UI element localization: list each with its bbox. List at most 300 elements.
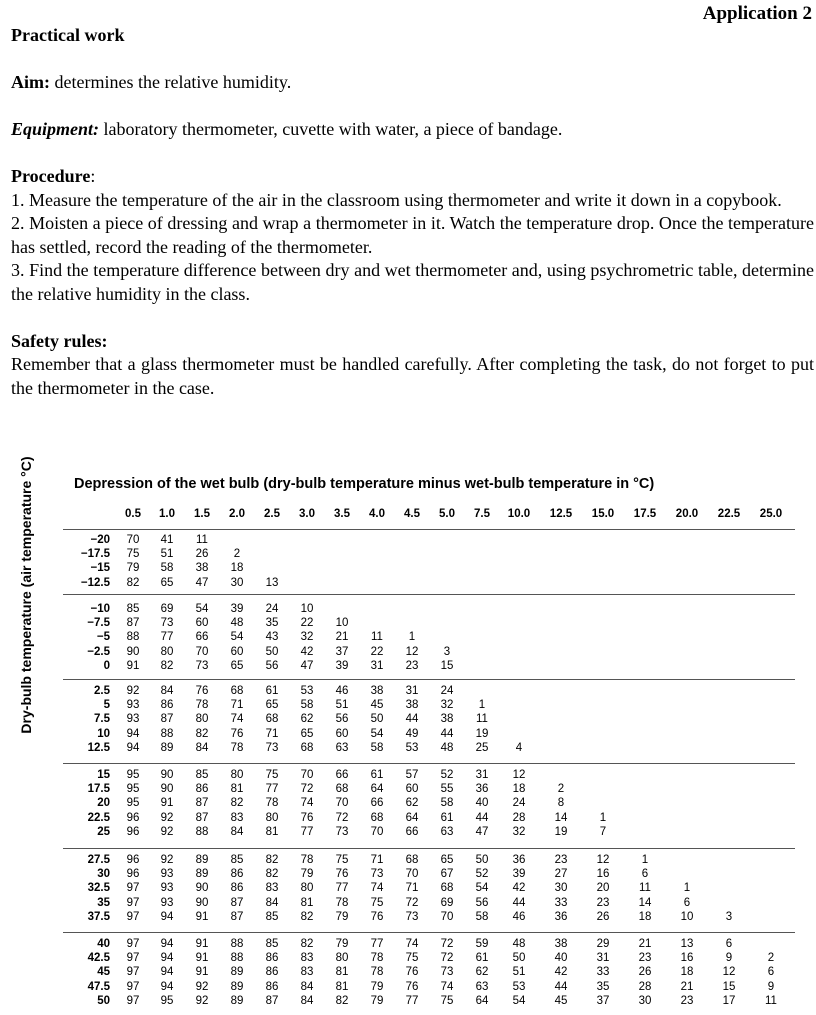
procedure-step: 1. Measure the temperature of the air in the classroom using thermometer and write it down in a copybook. [11, 189, 782, 210]
humidity-cell: 33 [596, 966, 610, 979]
procedure-step: 2. Moisten a piece of dressing and wrap a thermometer in it. Watch the temperature drop. Once the temperature has settled, record the reading of the thermometer. [11, 213, 814, 257]
group-divider [63, 529, 795, 530]
humidity-cell: 64 [405, 811, 419, 824]
humidity-cell: 56 [265, 659, 279, 672]
humidity-cell: 54 [475, 882, 489, 895]
humidity-cell: 50 [265, 645, 279, 658]
column-header: 20.0 [675, 508, 699, 520]
humidity-cell: 46 [512, 910, 526, 923]
humidity-cell: 7 [599, 825, 607, 838]
equipment-paragraph [11, 118, 814, 142]
row-temperature-label: −7.5 [87, 617, 110, 630]
humidity-cell: 32 [300, 631, 314, 644]
humidity-cell: 17 [722, 994, 736, 1007]
row-temperature-label: 7.5 [94, 713, 110, 726]
humidity-cell: 51 [335, 699, 349, 712]
humidity-cell: 26 [638, 966, 652, 979]
humidity-cell: 84 [230, 825, 244, 838]
humidity-cell: 14 [638, 896, 652, 909]
group-divider [63, 594, 795, 595]
humidity-cell: 97 [126, 994, 140, 1007]
humidity-cell: 73 [195, 659, 209, 672]
humidity-cell: 75 [405, 952, 419, 965]
humidity-cell: 42 [554, 966, 568, 979]
procedure-step: 3. Find the temperature difference between dry and wet thermometer and, using psychrometric table, determine the relative humidity in the class. [11, 260, 814, 304]
page-title: Practical work [11, 25, 125, 45]
row-temperature-label: 42.5 [87, 952, 110, 965]
humidity-cell: 44 [475, 811, 489, 824]
humidity-cell: 56 [475, 896, 489, 909]
humidity-cell: 51 [160, 548, 174, 561]
humidity-cell: 37 [596, 994, 610, 1007]
humidity-cell: 89 [195, 868, 209, 881]
humidity-cell: 85 [126, 603, 140, 615]
humidity-cell: 77 [335, 882, 349, 895]
humidity-cell: 1 [408, 631, 416, 644]
humidity-cell: 25 [475, 741, 489, 754]
humidity-cell: 94 [160, 910, 174, 923]
humidity-cell: 59 [475, 938, 489, 950]
humidity-cell: 84 [300, 994, 314, 1007]
humidity-cell: 23 [638, 952, 652, 965]
humidity-cell: 85 [195, 769, 209, 781]
humidity-cell: 79 [335, 910, 349, 923]
humidity-cell: 32 [512, 825, 526, 838]
humidity-cell: 47 [300, 659, 314, 672]
equipment-text: laboratory thermometer, cuvette with water, a piece of bandage. [99, 119, 563, 139]
humidity-cell: 62 [300, 713, 314, 726]
humidity-cell: 55 [440, 783, 454, 796]
humidity-cell: 21 [680, 980, 694, 993]
humidity-cell: 40 [475, 797, 489, 810]
humidity-cell: 6 [725, 938, 733, 950]
humidity-cell: 82 [160, 659, 174, 672]
humidity-cell: 2 [767, 952, 775, 965]
humidity-cell: 83 [265, 882, 279, 895]
humidity-cell: 47 [195, 576, 209, 589]
humidity-cell: 12 [405, 645, 419, 658]
humidity-cell: 80 [230, 769, 244, 781]
humidity-cell: 22 [370, 645, 384, 658]
humidity-cell: 95 [126, 769, 140, 781]
humidity-cell: 23 [405, 659, 419, 672]
humidity-cell: 68 [440, 882, 454, 895]
humidity-cell: 62 [475, 966, 489, 979]
humidity-cell: 82 [265, 854, 279, 866]
humidity-cell: 62 [405, 797, 419, 810]
humidity-cell: 68 [405, 854, 419, 866]
humidity-cell: 83 [300, 952, 314, 965]
safety-text: Remember that a glass thermometer must be handled carefully. After completing the task, do not forget to put the thermometer in the case. [11, 354, 814, 398]
column-header: 15.0 [591, 508, 615, 520]
humidity-cell: 44 [440, 727, 454, 740]
humidity-cell: 1 [641, 854, 649, 866]
row-temperature-label: 5 [103, 699, 110, 712]
column-header: 25.0 [759, 508, 783, 520]
humidity-cell: 75 [126, 548, 140, 561]
row-temperature-label: 10 [97, 727, 110, 740]
humidity-cell: 36 [512, 854, 526, 866]
humidity-cell: 79 [335, 938, 349, 950]
humidity-cell: 82 [126, 576, 140, 589]
humidity-cell: 77 [265, 783, 279, 796]
humidity-cell: 44 [512, 896, 526, 909]
psychrometric-table [0, 470, 816, 1015]
humidity-cell: 88 [230, 952, 244, 965]
humidity-cell: 16 [596, 868, 610, 881]
humidity-cell: 85 [230, 854, 244, 866]
humidity-cell: 71 [230, 699, 244, 712]
humidity-cell: 74 [440, 980, 454, 993]
humidity-cell: 77 [370, 938, 384, 950]
humidity-cell: 50 [370, 713, 384, 726]
column-header: 3.0 [299, 508, 315, 520]
humidity-cell: 73 [405, 910, 419, 923]
humidity-cell: 77 [160, 631, 174, 644]
humidity-cell: 66 [370, 797, 384, 810]
humidity-cell: 16 [680, 952, 694, 965]
humidity-cell: 61 [370, 769, 384, 781]
humidity-cell: 87 [195, 811, 209, 824]
humidity-cell: 31 [405, 685, 419, 697]
humidity-cell: 78 [370, 952, 384, 965]
humidity-cell: 64 [370, 783, 384, 796]
humidity-cell: 70 [126, 534, 140, 546]
humidity-cell: 88 [160, 727, 174, 740]
row-temperature-label: 37.5 [87, 910, 110, 923]
humidity-cell: 86 [265, 952, 279, 965]
humidity-cell: 95 [126, 797, 140, 810]
humidity-cell: 85 [265, 910, 279, 923]
humidity-cell: 92 [195, 980, 209, 993]
row-temperature-label: −17.5 [80, 548, 110, 561]
humidity-cell: 38 [405, 699, 419, 712]
humidity-cell: 1 [478, 699, 486, 712]
humidity-cell: 92 [160, 811, 174, 824]
row-temperature-label: 30 [97, 868, 110, 881]
humidity-cell: 80 [300, 882, 314, 895]
humidity-cell: 15 [440, 659, 454, 672]
humidity-cell: 60 [335, 727, 349, 740]
humidity-cell: 81 [265, 825, 279, 838]
humidity-cell: 68 [230, 685, 244, 697]
humidity-cell: 81 [335, 966, 349, 979]
humidity-cell: 91 [160, 797, 174, 810]
procedure-heading [11, 165, 814, 189]
humidity-cell: 69 [440, 896, 454, 909]
humidity-cell: 82 [195, 727, 209, 740]
humidity-cell: 60 [195, 617, 209, 630]
humidity-cell: 18 [512, 783, 526, 796]
humidity-cell: 3 [443, 645, 451, 658]
humidity-cell: 53 [512, 980, 526, 993]
humidity-cell: 10 [680, 910, 694, 923]
humidity-cell: 60 [230, 645, 244, 658]
humidity-cell: 52 [440, 769, 454, 781]
column-header: 0.5 [125, 508, 141, 520]
humidity-cell: 65 [160, 576, 174, 589]
humidity-cell: 90 [195, 882, 209, 895]
humidity-cell: 82 [335, 994, 349, 1007]
humidity-cell: 86 [265, 966, 279, 979]
humidity-cell: 31 [596, 952, 610, 965]
humidity-cell: 83 [230, 811, 244, 824]
humidity-cell: 1 [683, 882, 691, 895]
humidity-cell: 96 [126, 854, 140, 866]
humidity-cell: 18 [638, 910, 652, 923]
humidity-cell: 68 [300, 741, 314, 754]
humidity-cell: 94 [160, 966, 174, 979]
humidity-cell: 58 [440, 797, 454, 810]
humidity-cell: 89 [160, 741, 174, 754]
humidity-cell: 73 [440, 966, 454, 979]
humidity-cell: 96 [126, 868, 140, 881]
aim-paragraph [11, 71, 814, 95]
humidity-cell: 22 [300, 617, 314, 630]
humidity-cell: 43 [265, 631, 279, 644]
humidity-cell: 57 [405, 769, 419, 781]
row-temperature-label: −5 [96, 631, 110, 644]
humidity-cell: 23 [554, 854, 568, 866]
humidity-cell: 78 [300, 854, 314, 866]
humidity-cell: 48 [230, 617, 244, 630]
equipment-label: Equipment: [11, 119, 100, 139]
humidity-cell: 21 [335, 631, 349, 644]
humidity-cell: 48 [512, 938, 526, 950]
humidity-cell: 92 [160, 854, 174, 866]
humidity-cell: 90 [160, 769, 174, 781]
row-temperature-label: 35 [97, 896, 110, 909]
humidity-cell: 74 [230, 713, 244, 726]
humidity-cell: 81 [335, 980, 349, 993]
humidity-cell: 58 [370, 741, 384, 754]
humidity-cell: 6 [683, 896, 691, 909]
humidity-cell: 61 [440, 811, 454, 824]
humidity-cell: 58 [300, 699, 314, 712]
humidity-cell: 11 [371, 631, 383, 644]
humidity-cell: 74 [370, 882, 384, 895]
humidity-cell: 79 [370, 994, 384, 1007]
humidity-cell: 84 [300, 980, 314, 993]
humidity-cell: 94 [160, 938, 174, 950]
humidity-cell: 61 [475, 952, 489, 965]
humidity-cell: 14 [554, 811, 568, 824]
row-temperature-label: 50 [97, 994, 110, 1007]
humidity-cell: 84 [160, 685, 174, 697]
humidity-cell: 27 [554, 868, 568, 881]
humidity-cell: 40 [554, 952, 568, 965]
humidity-cell: 70 [405, 868, 419, 881]
humidity-cell: 58 [160, 562, 174, 575]
humidity-cell: 81 [230, 783, 244, 796]
humidity-cell: 45 [370, 699, 384, 712]
column-header: 12.5 [549, 508, 573, 520]
humidity-cell: 94 [126, 741, 140, 754]
humidity-cell: 70 [440, 910, 454, 923]
humidity-cell: 73 [160, 617, 174, 630]
humidity-cell: 72 [335, 811, 349, 824]
humidity-cell: 78 [195, 699, 209, 712]
humidity-cell: 47 [475, 825, 489, 838]
humidity-cell: 76 [230, 727, 244, 740]
humidity-cell: 97 [126, 952, 140, 965]
humidity-cell: 80 [265, 811, 279, 824]
humidity-cell: 52 [475, 868, 489, 881]
humidity-cell: 39 [230, 603, 244, 615]
humidity-cell: 50 [475, 854, 489, 866]
humidity-cell: 79 [126, 562, 140, 575]
humidity-cell: 76 [405, 980, 419, 993]
humidity-cell: 75 [440, 994, 454, 1007]
humidity-cell: 63 [475, 980, 489, 993]
column-header: 5.0 [439, 508, 455, 520]
humidity-cell: 63 [335, 741, 349, 754]
humidity-cell: 12 [596, 854, 610, 866]
humidity-cell: 92 [195, 994, 209, 1007]
humidity-cell: 75 [370, 896, 384, 909]
humidity-cell: 26 [195, 548, 209, 561]
humidity-cell: 97 [126, 910, 140, 923]
humidity-cell: 89 [230, 994, 244, 1007]
humidity-cell: 84 [265, 896, 279, 909]
humidity-cell: 68 [370, 811, 384, 824]
humidity-cell: 35 [596, 980, 610, 993]
humidity-cell: 90 [195, 896, 209, 909]
humidity-cell: 87 [265, 994, 279, 1007]
humidity-cell: 91 [195, 938, 209, 950]
humidity-cell: 74 [300, 797, 314, 810]
humidity-cell: 76 [370, 910, 384, 923]
humidity-cell: 18 [230, 562, 244, 575]
humidity-cell: 86 [230, 882, 244, 895]
humidity-cell: 91 [195, 910, 209, 923]
humidity-cell: 24 [265, 603, 279, 615]
humidity-cell: 31 [475, 769, 489, 781]
humidity-cell: 97 [126, 966, 140, 979]
humidity-cell: 13 [680, 938, 694, 950]
humidity-cell: 75 [335, 854, 349, 866]
humidity-cell: 93 [126, 713, 140, 726]
humidity-cell: 80 [160, 645, 174, 658]
humidity-cell: 76 [300, 811, 314, 824]
humidity-cell: 38 [440, 713, 454, 726]
humidity-cell: 48 [440, 741, 454, 754]
table-title: Depression of the wet bulb (dry-bulb temperature minus wet-bulb temperature in °C) [74, 476, 655, 492]
row-temperature-label: 40 [97, 938, 110, 950]
humidity-cell: 54 [370, 727, 384, 740]
row-temperature-label: 32.5 [87, 882, 110, 895]
humidity-cell: 72 [440, 938, 454, 950]
procedure-label: Procedure [11, 166, 91, 186]
humidity-cell: 72 [405, 896, 419, 909]
humidity-cell: 89 [195, 854, 209, 866]
column-header: 3.5 [334, 508, 350, 520]
humidity-cell: 86 [160, 699, 174, 712]
humidity-cell: 12 [512, 769, 526, 781]
humidity-cell: 82 [300, 910, 314, 923]
row-temperature-label: 2.5 [94, 685, 110, 697]
row-temperature-label: −10 [90, 603, 110, 615]
humidity-cell: 66 [335, 769, 349, 781]
humidity-cell: 67 [440, 868, 454, 881]
humidity-cell: 53 [405, 741, 419, 754]
humidity-cell: 90 [126, 645, 140, 658]
humidity-cell: 56 [335, 713, 349, 726]
humidity-cell: 93 [160, 868, 174, 881]
humidity-cell: 38 [195, 562, 209, 575]
humidity-cell: 88 [195, 825, 209, 838]
humidity-cell: 88 [230, 938, 244, 950]
humidity-cell: 10 [300, 603, 314, 615]
humidity-cell: 95 [160, 994, 174, 1007]
humidity-cell: 81 [300, 896, 314, 909]
row-temperature-label: −12.5 [80, 576, 110, 589]
humidity-cell: 73 [265, 741, 279, 754]
humidity-cell: 68 [335, 783, 349, 796]
humidity-cell: 9 [767, 980, 775, 993]
humidity-cell: 91 [195, 952, 209, 965]
humidity-cell: 15 [722, 980, 736, 993]
column-header: 10.0 [507, 508, 531, 520]
humidity-cell: 36 [475, 783, 489, 796]
humidity-cell: 3 [725, 910, 733, 923]
humidity-cell: 46 [335, 685, 349, 697]
humidity-cell: 42 [300, 645, 314, 658]
humidity-cell: 6 [641, 868, 649, 881]
humidity-cell: 28 [638, 980, 652, 993]
row-axis-label-text: Dry-bulb temperature (air temperature °C) [18, 456, 34, 734]
humidity-cell: 64 [475, 994, 489, 1007]
row-temperature-label: −2.5 [87, 645, 110, 658]
humidity-cell: 93 [160, 882, 174, 895]
humidity-cell: 70 [300, 769, 314, 781]
row-temperature-label: 22.5 [87, 811, 110, 824]
humidity-cell: 82 [300, 938, 314, 950]
humidity-cell: 1 [599, 811, 607, 824]
humidity-cell: 41 [160, 534, 174, 546]
humidity-cell: 87 [230, 896, 244, 909]
humidity-cell: 92 [126, 685, 140, 697]
row-temperature-label: 0 [103, 659, 110, 672]
humidity-cell: 77 [405, 994, 419, 1007]
row-temperature-label: 27.5 [87, 854, 110, 866]
group-divider [63, 932, 795, 933]
humidity-cell: 74 [405, 938, 419, 950]
humidity-cell: 60 [405, 783, 419, 796]
aim-label: Aim: [11, 72, 50, 92]
humidity-cell: 94 [160, 980, 174, 993]
humidity-cell: 2 [233, 548, 241, 561]
safety-label: Safety rules: [11, 330, 108, 351]
row-temperature-label: −15 [90, 562, 110, 575]
humidity-cell: 66 [405, 825, 419, 838]
row-temperature-label: 15 [97, 769, 110, 781]
humidity-cell: 80 [195, 713, 209, 726]
humidity-cell: 39 [335, 659, 349, 672]
humidity-cell: 91 [195, 966, 209, 979]
humidity-cell: 29 [596, 938, 610, 950]
column-header: 4.0 [369, 508, 385, 520]
humidity-cell: 28 [512, 811, 526, 824]
humidity-cell: 30 [230, 576, 244, 589]
humidity-cell: 76 [335, 868, 349, 881]
humidity-cell: 6 [767, 966, 775, 979]
humidity-cell: 21 [638, 938, 652, 950]
humidity-cell: 2 [557, 783, 565, 796]
humidity-cell: 30 [638, 994, 652, 1007]
humidity-cell: 11 [196, 534, 208, 546]
humidity-cell: 96 [126, 811, 140, 824]
